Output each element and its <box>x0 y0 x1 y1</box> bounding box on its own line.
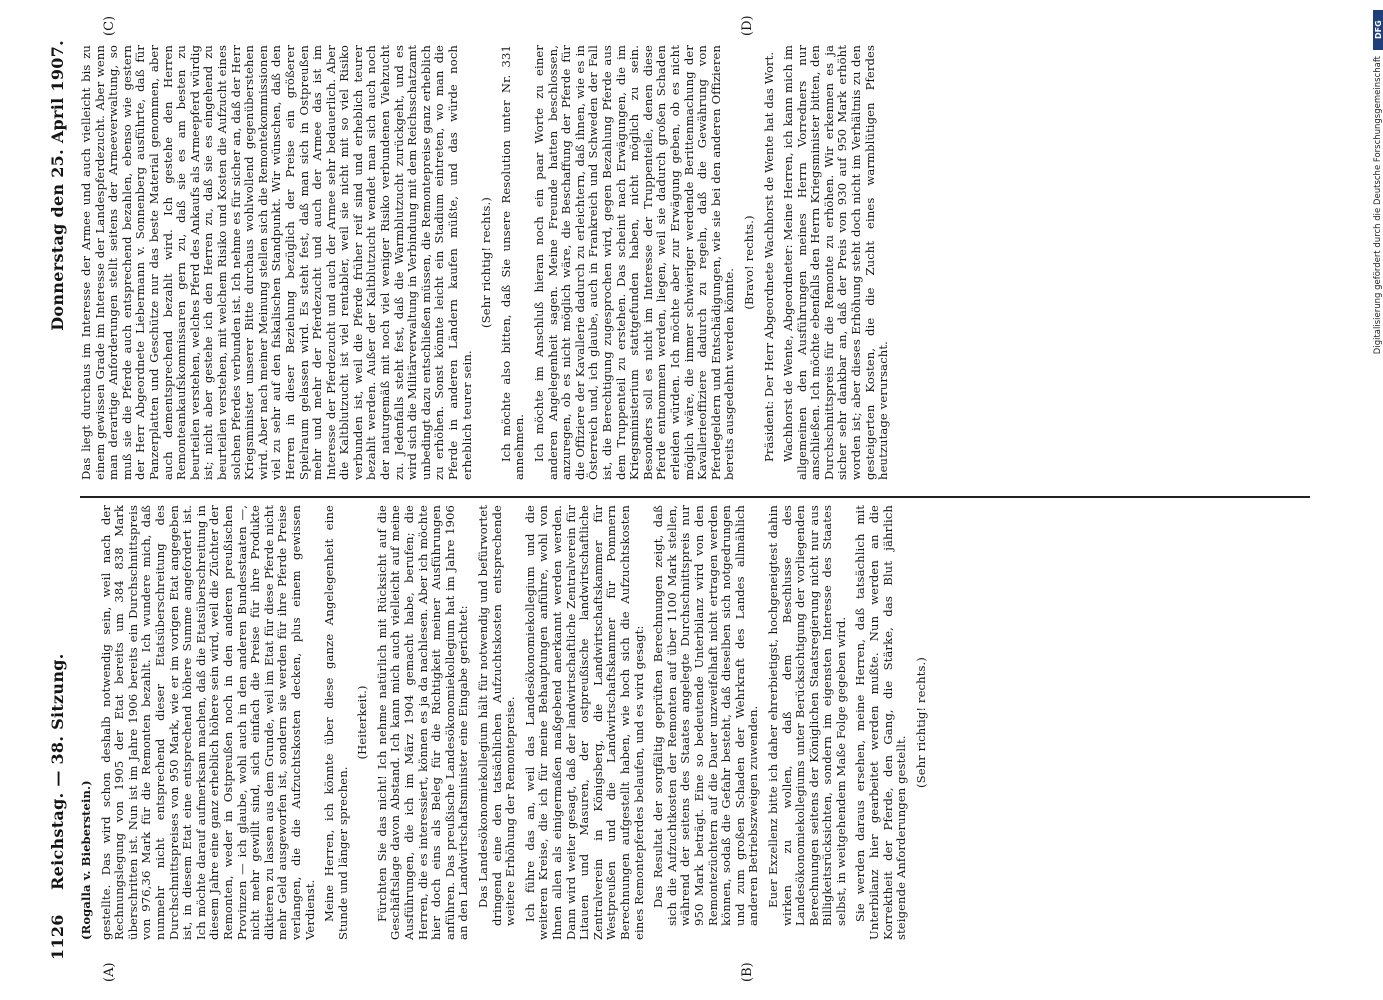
interjection: (Heiterkeit.) <box>355 685 370 760</box>
paragraph: Fürchten Sie das nicht! Ich nehme natürlich mit Rücksicht auf die Geschäftslage davon Abstand. Ich kann mich auch vielleicht auf meine Ausführungen, die ich im März 1904 gemacht habe, berufen; die Herren, die es interessiert, können es ja da nachlesen. Aber ich möchte hier doch eins als Beleg für die Richtigkeit meiner Ausführungen anführen. Das preußische Landesökonomiekollegium hat im Jahre 1906 an den Landwirtschaftsminister eine Eingabe gerichtet: <box>374 505 471 940</box>
sidebar-credit <box>1372 6 1383 706</box>
dfg-logo: DFG <box>1373 10 1383 50</box>
quotation: Euer Exzellenz bitte ich daher ehrerbietigst, hochgeneigtest dahin wirken zu wollen, daß dem Beschlusse des Landesökonomiekollegiums unter Berücksichtigung der vorliegenden Berechnungen seitens der Königlichen Staatsregierung nicht nur aus Billigkeitsrücksichten, sondern im eigensten Interesse des Staates selbst, in weitgehendem Maße Folge gegeben wird. <box>765 505 848 926</box>
left-column <box>80 505 1340 940</box>
paragraph: Sie werden daraus ersehen, meine Herren, daß tatsächlich mit Unterbilanz hier gearbeitet werden mußte. Nun werden an die Korrektheit der Pferde, den Gang, die Stärke, das Blut jährlich steigende Anforderungen gestellt. <box>853 505 909 940</box>
page-header <box>40 40 74 960</box>
interjection: (Sehr richtig! rechts.) <box>913 657 928 788</box>
paragraph: Ich möchte also bitten, daß Sie unsere Resolution unter Nr. 331 annehmen. <box>498 45 527 480</box>
page-number: 1126 <box>48 914 67 960</box>
margin-marker-a: (A) <box>102 962 117 982</box>
session-date: Donnerstag den 25. April 1907. <box>48 40 67 331</box>
speaker-tag: (Rogalla v. Bieberstein.) <box>79 780 93 940</box>
session-title: Reichstag. — 38. Sitzung. <box>48 653 67 890</box>
paragraph: Ich führe das an, weil das Landesökonomiekollegium und die weiteren Kreise, die ich für meine Behauptungen anführe, wohl von Ihnen allen als einigermaßen maßgebend anerkannt werden werden. Dann wird weiter gesagt, daß der landwirtschaftliche Zentralverein für Litauen und Masuren, der ostpreußische landwirtschaftliche Zentralverein in Königsberg, die Landwirtschaftskammer für Westpreußen und die Landwirtschaftskammer für Pommern Berechnungen aufgestellt haben, wie hoch sich die Aufzuchtskosten eines Remontepferdes belaufen, und es wird gesagt: <box>522 505 646 940</box>
interjection: (Bravo! rechts.) <box>741 215 756 310</box>
paragraph: gestellte. Das wird schon deshalb notwendig sein, weil nach der Rechnungslegung von 1905 der Etat bereits um 384 838 Mark überschritten ist. Nun ist im Jahre 1906 bereits ein Durchschnittspreis von 976,36 Mark für die Remonten bezahlt. Ich wundere mich, daß nunmehr nicht entsprechend dieser Etatsüberschreitung des Durchschnittspreises von 950 Mark, wie er im vorigen Etat angegeben ist, in diesem Etat eine entsprechend höhere Summe angefordert ist. Ich möchte darauf aufmerksam machen, daß die Etatsüberschreitung in diesem Jahre eine ganz erheblich höhere sein wird, weil die Züchter der Remonten, weder in Ostpreußen noch in den anderen preußischen Provinzen — ich glaube, wohl auch in den anderen Bundesstaaten —, nicht mehr gewillt sind, sich einfach die Preise für ihre Produkte diktieren zu lassen aus dem Grunde, weil im Etat für diese Pferde nicht mehr Geld ausgeworfen ist, sondern sie werden für ihre Pferde Preise verlangen, die die Aufzuchtskosten decken, plus einem gewissen Verdienst. <box>98 505 317 940</box>
column-divider <box>80 496 1310 498</box>
president-remark: Präsident: Der Herr Abgeordnete Wachhorst de Wente hat das Wort. <box>761 51 776 462</box>
margin-marker-c: (C) <box>102 15 117 36</box>
quotation: Das Landesökonomiekollegium hält für notwendig und befürwortet dringend eine den tatsächlichen Aufzuchtskosten entsprechende weitere Erhöhung der Remontepreise. <box>476 505 518 926</box>
paragraph: Ich möchte im Anschluß hieran noch ein paar Worte zu einer anderen Angelegenheit sagen. Meine Freunde hatten beschlossen, anzuregen, ob es nicht möglich wäre, die Beschaffung der Pferde für die Offiziere der Kavallerie dadurch zu erleichtern, daß ihnen, wie es in Österreich und, ich glaube, auch in Frankreich und Schweden der Fall ist, die Berechtigung zugesprochen wird, gegen Bezahlung Pferde aus dem Truppenteil zu erstehen. Das scheint nach Erwägungen, die im Kriegsministerium stattgefunden haben, nicht möglich zu sein. Besonders soll es nicht im Interesse der Truppenteile, denen diese Pferde entnommen werden, liegen, weil sie dadurch großen Schaden erleiden würden. Ich möchte aber zur Erwägung geben, ob es nicht möglich wäre, die immer schwieriger werdende Berittenmachung der Kavallerieoffiziere dadurch zu regeln, daß die Gewährung von Pferdegeldern und Entschädigungen, wie sie bei den anderen Offizieren bereits ausgedehnt werden könnte. <box>532 45 737 480</box>
right-column <box>80 45 1340 480</box>
margin-marker-b: (B) <box>740 962 755 982</box>
quotation: Das Resultat der sorgfältig geprüften Berechnungen zeigt, daß sich die Aufzuchtkosten der Remonten auf über 1100 Mark stellen, während der seitens des Staates angelegte Durchschnittspreis nur 950 Mark beträgt. Eine so bedeutende Unterbilanz wird von den Remontezüchtern auf die Dauer unzweifelhaft nicht ertragen werden können, sodaß die Gefahr besteht, daß dieselben sich notgedrungen und zum großen Schaden der Wehrkraft des Landes allmählich anderen Betriebszweigen zuwenden. <box>651 505 761 926</box>
interjection: (Sehr richtig! rechts.) <box>479 197 494 328</box>
rotated-document-page <box>40 15 1340 982</box>
funding-caption: Digitalisierung gefördert durch die Deutsche Forschungsgemeinschaft <box>1373 56 1383 355</box>
paragraph: Das liegt durchaus im Interesse der Armee und auch vielleicht bis zu einem gewissen Grade im Interesse der Landespferdezucht. Aber wenn man derartige Anforderungen stellt seitens der Armeeverwaltung, so muß sie die Pferde auch entsprechend bezahlen, ebenso wie gestern der Herr Abgeordnete Liebermann v. Sonnenberg ausführte, daß für Panzerplatten und Geschütze nur das beste Material genommen, aber auch dementsprechend bezahlt wird. Ich gestehe den Herren Remonteankaufskommissaren gern zu, daß sie es am besten zu beurteilen verstehen, welches Pferd des Ankaufs als Armeepferd würdig ist; nicht aber gestehe ich den Herren zu, daß sie es eingehend zu beurteilen verstehen, mit welchem Risiko und Kosten die Aufzucht eines solchen Pferdes verbunden ist. Ich nehme es für sicher an, daß der Herr Kriegsminister unserer Bitte durchaus wohlwollend gegenüberstehen wird. Aber nach meiner Meinung stellen sich die Remontekommissionen viel zu sehr auf den fiskalischen Standpunkt. Wir wünschen, daß den Herren in dieser Beziehung bezüglich der Preise ein größerer Spielraum gelassen wird. Es steht fest, daß man sich in Ostpreußen mehr und mehr der Pferdezucht und auch der Armee das ist im Interesse der Pferdezucht und auch der Armee sehr bedauerlich. Aber die Kaltblutzucht ist viel rentabler, weil sie nicht mit so viel Risiko verbunden ist, weil die Pferde früher reif sind und erheblich teurer bezahlt werden. Außer der Kaltblutzucht wendet man sich auch noch der naturgemäß mit noch viel weniger Risiko verbundenen Viehzucht zu. Jedenfalls steht fest, daß die Warmblutzucht zurückgeht, und es wird sich die Militärverwaltung in Verbindung mit dem Reichsschatzamt unbedingt dazu entschließen müssen, die Remontepreise ganz erheblich zu erhöhen. Sonst könnte leicht ein Stadium eintreten, wo man die Pferde in anderen Ländern kaufen müßte, und das würde noch erheblich teurer sein. <box>79 45 474 480</box>
paragraph: Meine Herren, ich könnte über diese ganze Angelegenheit eine Stunde und länger sprechen. <box>322 505 350 940</box>
paragraph: Wachhorst de Wente, Abgeordneter: Meine Herren, ich kann mich im allgemeinen den Ausführungen meines Herrn Vorredners nur anschließen. Ich möchte ebenfalls den Herrn Kriegsminister bitten, den Durchschnittspreis für die Remonte zu erhöhen. Wir erkennen es ja sicher sehr dankbar an, daß der Preis von 930 auf 950 Mark erhöht worden ist; aber dieses Erhöhung steht doch nicht im Verhältnis zu den gesteigerten Kosten, die die Zucht eines warmblütigen Pferdes heutzutage verursacht. <box>781 45 891 480</box>
margin-marker-d: (D) <box>740 15 755 36</box>
